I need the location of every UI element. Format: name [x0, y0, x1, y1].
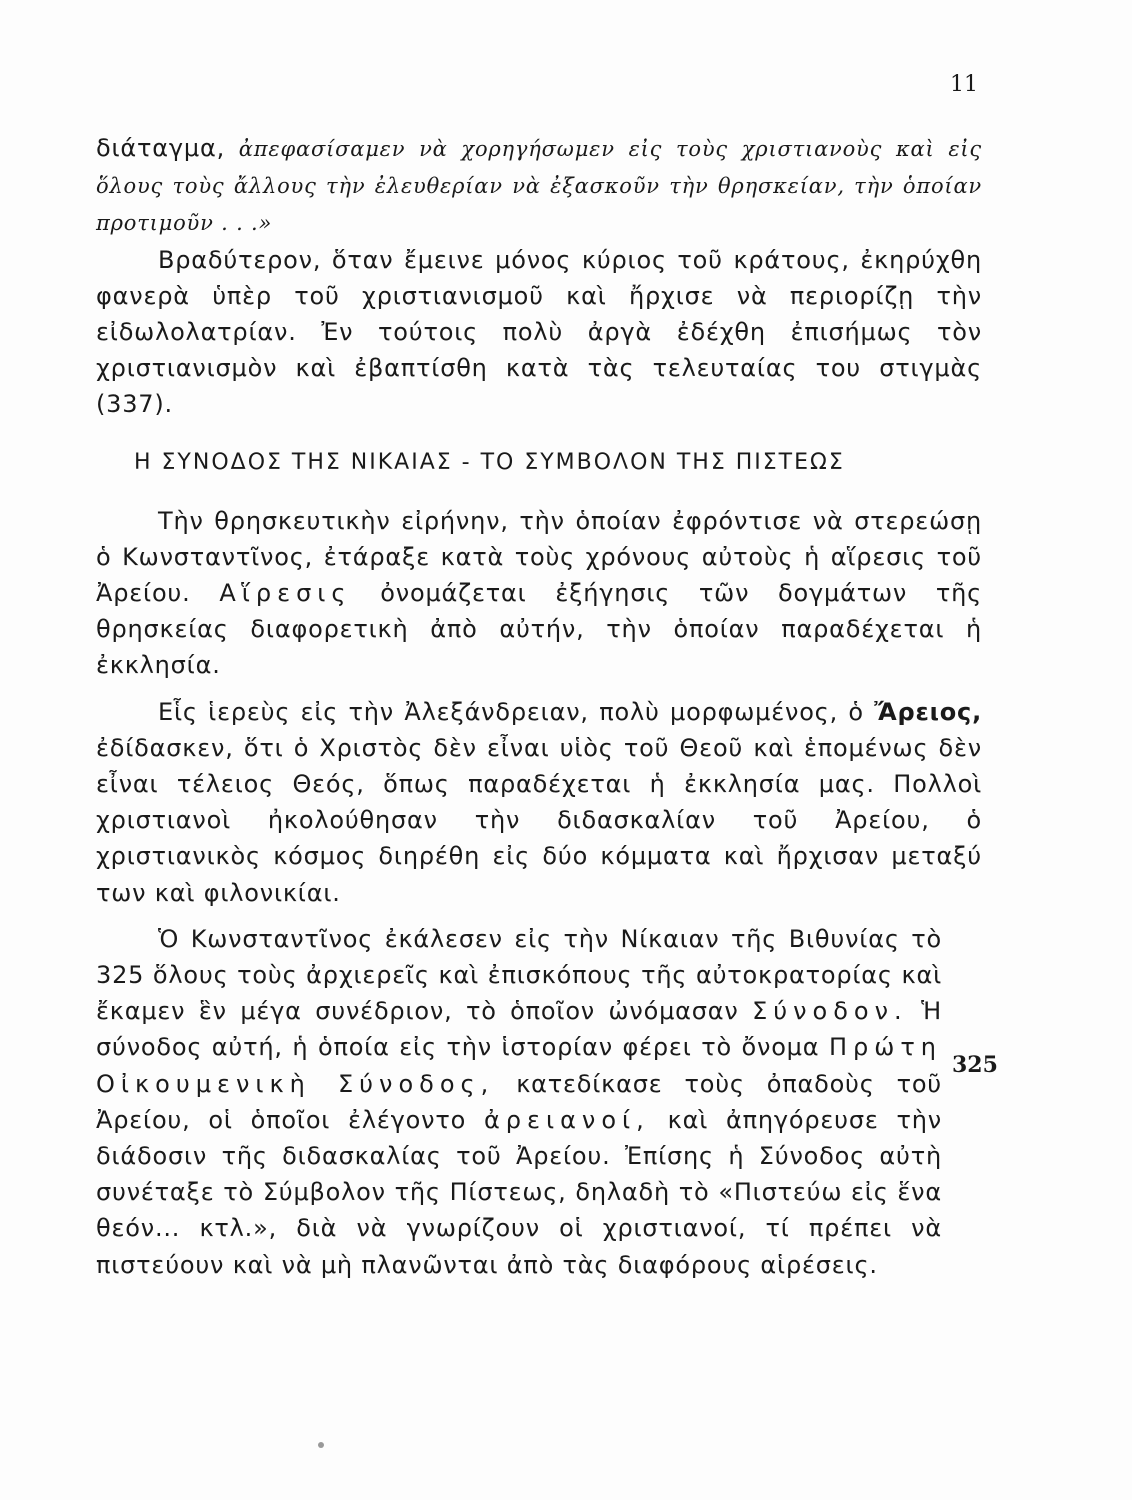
paragraph-arius — [96, 694, 982, 911]
arians-term: ἀρειανοί, — [483, 1105, 650, 1134]
paragraph-constantine-christianity: Βραδύτερον, ὅταν ἔμεινε μόνος κύριος τοῦ κράτους, ἐκηρύχθη φανερὰ ὑπὲρ τοῦ χριστιανισμοῦ καὶ ἤρχισε νὰ περιορίζῃ τὴν εἰδωλολατρίαν. Ἐν τούτοις πολὺ ἀργὰ ἐδέχθη ἐπισήμως τὸν χριστιανισμὸν καὶ ἐβαπτίσθη κατὰ τὰς τελευταίας του στιγμὰς (337). — [96, 245, 982, 419]
decree-quote: ἀπεφασίσαμεν νὰ χορηγήσωμεν εἰς τοὺς χριστιανοὺς καὶ εἰς ὅλους τοὺς ἄλλους τὴν ἐλευθερίαν νὰ ἐξασκοῦν τὴν θρησκείαν, τὴν ὁποίαν προτιμοῦν . . .» — [96, 137, 982, 236]
arius-name: Ἄρειος, — [874, 697, 982, 726]
ecumenical-synod-term: Πρώτη Οἰκουμενικὴ Σύνοδος, — [96, 1033, 942, 1098]
section-heading: Η ΣΥΝΟΔΟΣ ΤΗΣ ΝΙΚΑΙΑΣ - ΤΟ ΣΥΜΒΟΛΟΝ ΤΗΣ ΠΙΣΤΕΩΣ — [134, 449, 845, 475]
paragraph-council-of-nicaea — [96, 921, 942, 1283]
council-text-c: κατεδίκασε τοὺς ὀπαδοὺς τοῦ Ἀρείου, οἱ ὁποῖοι ἐλέγοντο — [96, 1069, 942, 1134]
paragraph-gap — [96, 911, 982, 921]
paragraph-arian-heresy — [96, 503, 982, 684]
synod-term: Σύνοδον. — [752, 997, 908, 1026]
heresy-term: Αἵρεσις — [219, 579, 352, 608]
margin-note-year: 325 — [952, 1052, 998, 1078]
paragraph-decree — [96, 130, 982, 242]
heresy-text-a: Τὴν θρησκευτικὴν εἰρήνην, τὴν ὁποίαν ἐφρόντισε νὰ στερεώσῃ ὁ Κωνσταντῖνος, ἐτάραξε κατὰ τοὺς χρόνους αὐτοὺς ἡ αἵρεσις τοῦ Ἀρείου. — [96, 506, 982, 608]
paragraph-gap — [96, 684, 982, 694]
decree-word: διάταγμα, — [96, 134, 226, 162]
council-text-a: Ὁ Κωνσταντῖνος ἐκάλεσεν εἰς τὴν Νίκαιαν τῆς Βιθυνίας τὸ 325 ὅλους τοὺς ἀρχιερεῖς καὶ ἐπισκόπους τῆς αὐτοκρατορίας καὶ ἔκαμεν ἓν μέγα συνέδριον, τὸ ὁποῖον ὠνόμασαν — [96, 924, 942, 1026]
council-text-b: Ἡ σύνοδος αὐτή, ἡ ὁποία εἰς τὴν ἱστορίαν φέρει τὸ ὄνομα — [96, 997, 942, 1062]
page-body — [96, 130, 982, 1283]
arius-text-a: Εἷς ἱερεὺς εἰς τὴν Ἀλεξάνδρειαν, πολὺ μορφωμένος, ὁ — [158, 697, 864, 726]
heresy-text-b: ὀνομάζεται ἐξήγησις τῶν δογμάτων τῆς θρησκείας διαφορετικὴ ἀπὸ αὐτήν, τὴν ὁποίαν παραδέχεται ἡ ἐκκλησία. — [96, 579, 982, 680]
council-text-d: καὶ ἀπηγόρευσε τὴν διάδοσιν τῆς διδασκαλίας τοῦ Ἀρείου. Ἐπίσης ἡ Σύνοδος αὐτὴ συνέταξε τὸ Σύμβολον τῆς Πίστεως, δηλαδὴ τὸ «Πιστεύω εἰς ἕνα θεόν... κτλ.», διὰ νὰ γνωρίζουν οἱ χριστιανοί, τί πρέπει νὰ πιστεύουν καὶ νὰ μὴ πλανῶνται ἀπὸ τὰς διαφόρους αἱρέσεις. — [96, 1105, 942, 1279]
page-number: 11 — [950, 72, 978, 97]
paper-speck — [318, 1442, 324, 1448]
arius-text-b: ἐδίδασκεν, ὅτι ὁ Χριστὸς δὲν εἶναι υἱὸς τοῦ Θεοῦ καὶ ἑπομένως δὲν εἶναι τέλειος Θεός, ὅπως παραδέχεται ἡ ἐκκλησία μας. Πολλοὶ χριστιανοὶ ἠκολούθησαν τὴν διδασκαλίαν τοῦ Ἀρείου, ὁ χριστιανικὸς κόσμος διηρέθη εἰς δύο κόμματα καὶ ἤρχισαν μεταξύ των καὶ φιλονικίαι. — [96, 733, 982, 907]
